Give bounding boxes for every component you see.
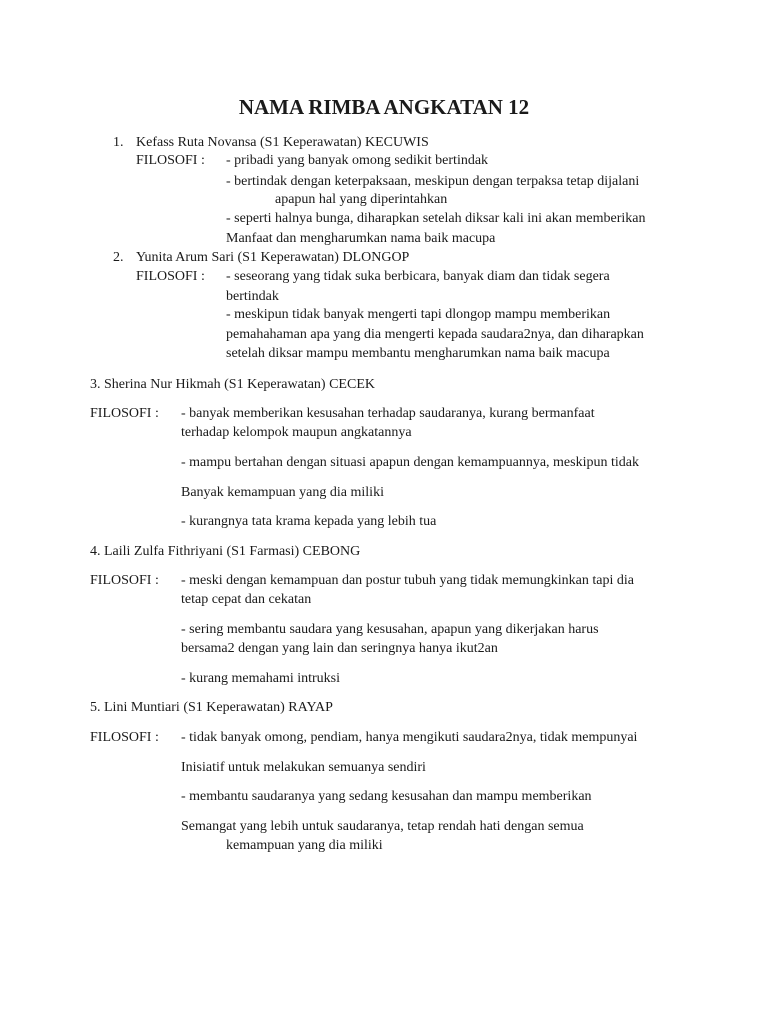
entry-1-line: - bertindak dengan keterpaksaan, meskipun dengan terpaksa tetap dijalani [226,174,640,189]
entry-1-heading: Kefass Ruta Novansa (S1 Keperawatan) KECUWIS [136,135,429,150]
entry-2-line: pemahahaman apa yang dia mengerti kepada saudara2nya, dan diharapkan [226,327,644,342]
entry-5-line: Semangat yang lebih untuk saudaranya, tetap rendah hati dengan semua [181,819,584,834]
entry-2-heading: Yunita Arum Sari (S1 Keperawatan) DLONGOP [136,250,410,265]
entry-4-line: tetap cepat dan cekatan [181,592,312,607]
entry-3-heading: 3. Sherina Nur Hikmah (S1 Keperawatan) CECEK [90,377,375,392]
entry-1-line: - pribadi yang banyak omong sedikit bertindak [226,153,489,168]
entry-2-line: setelah diksar mampu membantu mengharumkan nama baik macupa [226,346,610,361]
entry-5-line: Inisiatif untuk melakukan semuanya sendiri [181,760,426,775]
entry-3-filosofi-label: FILOSOFI : [90,406,159,421]
entry-1-number: 1. [113,135,124,150]
entry-4-line: - sering membantu saudara yang kesusahan, apapun yang dikerjakan harus [181,622,599,637]
entry-5-line: - membantu saudaranya yang sedang kesusahan dan mampu memberikan [181,789,592,804]
entry-4-filosofi-label: FILOSOFI : [90,573,159,588]
entry-3-line: terhadap kelompok maupun angkatannya [181,425,412,440]
entry-4-line: bersama2 dengan yang lain dan seringnya hanya ikut2an [181,641,498,656]
entry-3-line: - mampu bertahan dengan situasi apapun dengan kemampuannya, meskipun tidak [181,455,639,470]
entry-2-number: 2. [113,250,124,265]
entry-3-line: - banyak memberikan kesusahan terhadap saudaranya, kurang bermanfaat [181,406,595,421]
entry-2-line: bertindak [226,289,279,304]
entry-5-line: - tidak banyak omong, pendiam, hanya mengikuti saudara2nya, tidak mempunyai [181,730,638,745]
entry-2-filosofi-label: FILOSOFI : [136,269,205,284]
entry-1-line: - seperti halnya bunga, diharapkan setelah diksar kali ini akan memberikan [226,211,646,226]
entry-5-heading: 5. Lini Muntiari (S1 Keperawatan) RAYAP [90,700,333,715]
entry-5-filosofi-label: FILOSOFI : [90,730,159,745]
entry-3-line: Banyak kemampuan yang dia miliki [181,485,384,500]
entry-4-heading: 4. Laili Zulfa Fithriyani (S1 Farmasi) CEBONG [90,544,361,559]
entry-2-line: - seseorang yang tidak suka berbicara, banyak diam dan tidak segera [226,269,610,284]
entry-1-filosofi-label: FILOSOFI : [136,153,205,168]
page-title: NAMA RIMBA ANGKATAN 12 [238,95,530,119]
entry-5-line: kemampuan yang dia miliki [226,838,383,853]
entry-2-line: - meskipun tidak banyak mengerti tapi dlongop mampu memberikan [226,307,611,322]
entry-3-line: - kurangnya tata krama kepada yang lebih tua [181,514,437,529]
entry-4-line: - kurang memahami intruksi [181,671,341,686]
entry-1-line: Manfaat dan mengharumkan nama baik macupa [226,231,496,246]
entry-1-line: apapun hal yang diperintahkan [275,192,448,207]
entry-4-line: - meski dengan kemampuan dan postur tubuh yang tidak memungkinkan tapi dia [181,573,634,588]
